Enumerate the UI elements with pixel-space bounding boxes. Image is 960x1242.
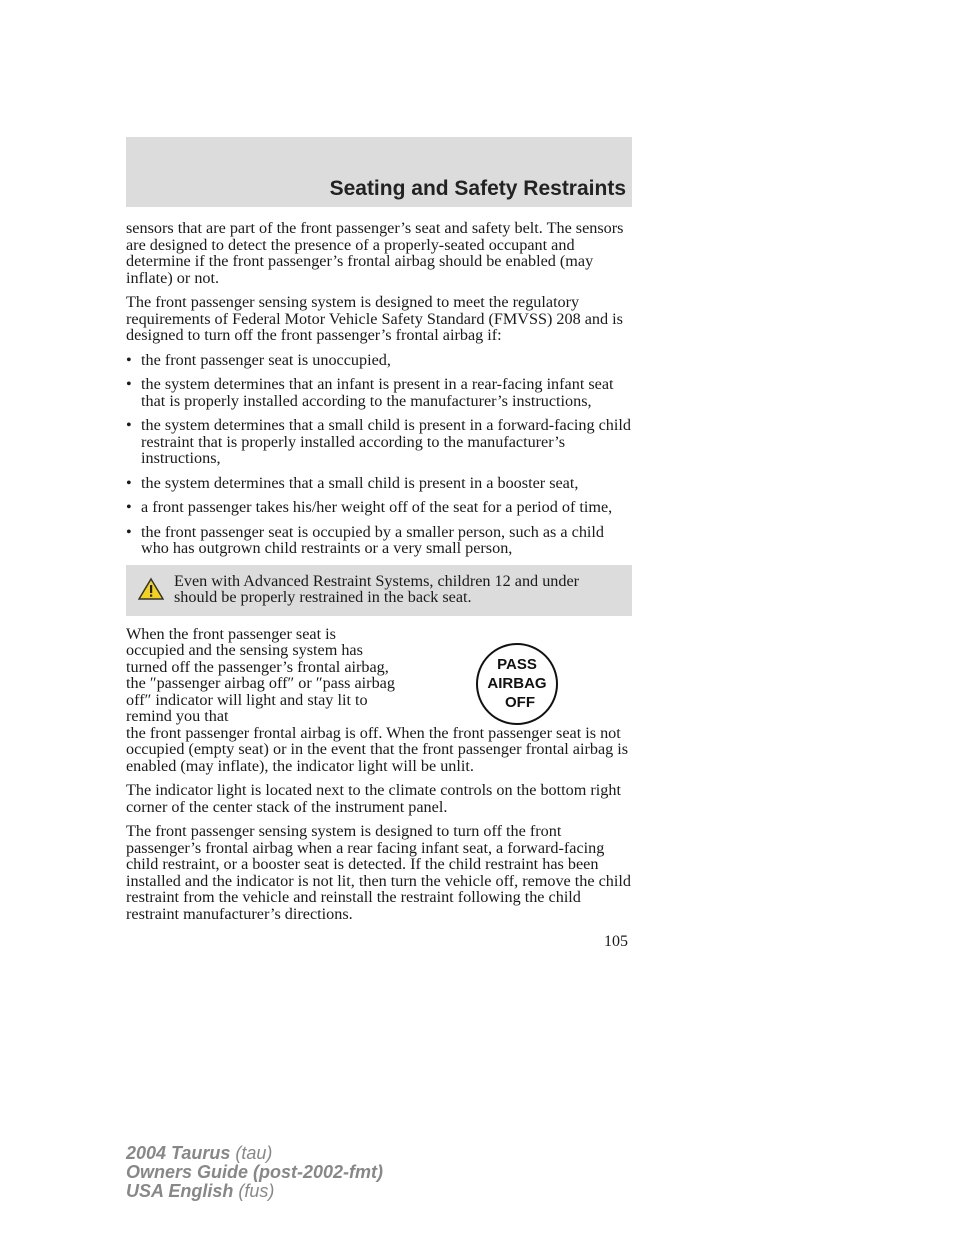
paragraph: The front passenger sensing system is designed to turn off the front passenger’s frontal airbag when a rear facing infant seat, a forward-facing child restraint, or a booster seat is detected. If the child restraint has been installed and the indicator is not lit, then turn the vehicle off, remove the child restraint from the vehicle and reinstall the restraint following the child restraint manufacturer’s directions.: [126, 822, 631, 923]
paragraph: The front passenger sensing system is designed to meet the regulatory requirements of Federal Motor Vehicle Safety Standard (FMVSS) 208 and is designed to turn off the front passenger’s frontal airbag if:: [126, 293, 623, 344]
pass-airbag-off-icon: [474, 641, 560, 727]
list-item-text: a front passenger takes his/her weight off of the seat for a period of time,: [141, 498, 613, 516]
section-header: [126, 137, 632, 207]
indicator-line-2: AIRBAG: [487, 674, 547, 692]
bullet-symbol: •: [126, 522, 132, 541]
indicator-line-1: PASS: [497, 655, 537, 673]
indicator-line-3: OFF: [505, 693, 535, 711]
section-title: Seating and Safety Restraints: [329, 177, 626, 200]
bullet-symbol: •: [126, 350, 132, 369]
footer-model: 2004 Taurus: [126, 1143, 231, 1163]
bullet-symbol: •: [126, 473, 132, 492]
warning-text: Even with Advanced Restraint Systems, children 12 and under should be properly restrained in the back seat.: [174, 571, 580, 606]
list-item: [126, 417, 632, 467]
paragraph: sensors that are part of the front passenger’s seat and safety belt. The sensors are designed to detect the presence of a properly-seated occupant and determine if the front passenger’s frontal airbag should be enabled (may inflate) or not.: [126, 219, 624, 287]
warning-box: [126, 565, 632, 616]
footer-model-code: (tau): [235, 1143, 273, 1163]
page-content: [126, 220, 632, 930]
page-number: 105: [604, 933, 628, 950]
list-item: [126, 524, 632, 557]
paragraph: When the front passenger seat is occupied and the sensing system has turned off the passenger’s frontal airbag, the ″passenger airbag off″ or ″pass airbag off″ indicator will light and stay lit to remind you that: [126, 624, 395, 725]
footer: [126, 1144, 383, 1201]
list-item: [126, 376, 632, 409]
list-item-text: the system determines that a small child is present in a forward-facing child restraint that is properly installed according to the manufacturer’s instructions,: [141, 416, 631, 467]
list-item-text: the system determines that an infant is present in a rear-facing infant seat that is properly installed according to the manufacturer’s instructions,: [141, 375, 614, 410]
list-item-text: the front passenger seat is occupied by a smaller person, such as a child who has outgrown child restraints or a very small person,: [141, 522, 604, 557]
paragraph: the front passenger frontal airbag is off. When the front passenger seat is not occupied (empty seat) or in the event that the front passenger frontal airbag is enabled (may inflate), the indicator light will be unlit.: [126, 723, 629, 775]
footer-line: [126, 1144, 383, 1163]
list-item-text: the front passenger seat is unoccupied,: [141, 350, 391, 369]
footer-line: [126, 1163, 383, 1182]
footer-line: [126, 1182, 383, 1201]
indicator-section: [126, 626, 632, 775]
warning-icon: [138, 577, 164, 601]
footer-guide: Owners Guide (post-2002-fmt): [126, 1162, 384, 1182]
bullet-list: [126, 352, 632, 557]
list-item: [126, 499, 632, 516]
list-item: [126, 475, 632, 492]
list-item-text: the system determines that a small child is present in a booster seat,: [141, 473, 579, 492]
footer-language: USA English: [126, 1181, 234, 1201]
paragraph: The indicator light is located next to the climate controls on the bottom right corner of the center stack of the instrument panel.: [126, 781, 621, 816]
list-item: [126, 352, 632, 369]
bullet-symbol: •: [126, 498, 132, 516]
footer-language-code: (fus): [238, 1181, 275, 1201]
bullet-symbol: •: [126, 416, 132, 434]
bullet-symbol: •: [126, 375, 132, 393]
